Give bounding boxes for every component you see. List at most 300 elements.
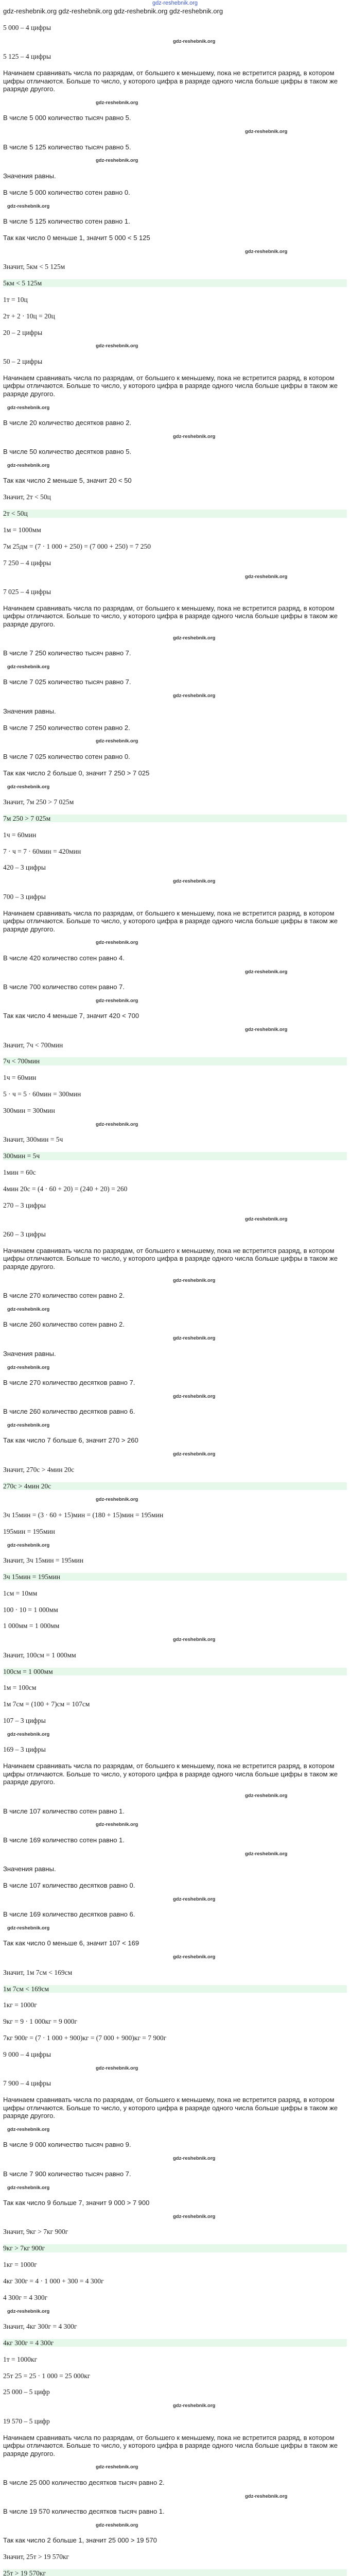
line-text: 7 250 – 4 цифры	[3, 558, 51, 567]
answer-highlight	[3, 815, 347, 823]
line-text: В числе 9 000 количество тысяч равно 9.	[3, 2141, 131, 2149]
explanation-paragraph	[3, 374, 347, 398]
line-text: Так как число 9 больше 7, значит 9 000 > 7 900	[3, 2198, 150, 2207]
spacer	[3, 1123, 347, 1127]
math-line	[3, 2079, 347, 2088]
line-text: Так как число 2 больше 0, значит 7 250 > 7 025	[3, 769, 150, 777]
watermark-text: gdz-reshebnik.org	[7, 404, 50, 411]
line-text: 100см = 1 000мм	[3, 1667, 53, 1675]
math-line	[3, 1651, 347, 1659]
math-line	[3, 2323, 347, 2331]
spacer	[3, 464, 347, 468]
line-text: 4 300г = 4 300г	[3, 2293, 48, 2301]
line-text: Так как число 7 больше 6, значит 270 > 260	[3, 1436, 138, 1445]
text-line	[3, 649, 347, 657]
line-text: 1м = 1000мм	[3, 526, 41, 534]
math-line	[3, 1684, 347, 1692]
math-line	[3, 831, 347, 839]
line-text: 2т + 2 · 10ц = 20ц	[3, 312, 55, 320]
text-line	[3, 983, 347, 991]
line-text: 5 000 – 4 цифры	[3, 23, 51, 31]
explanation-paragraph	[3, 909, 347, 934]
math-line	[3, 1090, 347, 1098]
math-line	[3, 1556, 347, 1565]
math-line	[3, 798, 347, 806]
explanation-paragraph	[3, 2096, 347, 2120]
watermark-text: gdz-reshebnik.org	[96, 1822, 138, 1828]
watermark-text: gdz-reshebnik.org	[245, 1851, 288, 1857]
line-text: Значит, 300мин = 5ч	[3, 1136, 63, 1144]
line-text: В числе 420 количество сотен равно 4.	[3, 954, 125, 962]
answer-highlight	[3, 279, 347, 287]
math-line	[3, 543, 347, 551]
spacer	[3, 1498, 347, 1502]
spacer	[3, 1218, 347, 1222]
spacer	[3, 2215, 347, 2219]
line-text: 169 – 3 цифры	[3, 1745, 46, 1754]
math-line	[3, 2294, 347, 2302]
line-text: 19 570 – 5 цифр	[3, 2417, 50, 2425]
spacer	[3, 740, 347, 744]
watermark-text: gdz-reshebnik.org	[96, 997, 138, 1004]
spacer	[3, 435, 347, 439]
line-text: 2т < 50ц	[3, 510, 28, 518]
spacer	[3, 1337, 347, 1341]
watermark-text: gdz-reshebnik.org	[245, 248, 288, 255]
line-text: Так как число 0 меньше 1, значит 5 000 < 5 125	[3, 233, 150, 242]
watermark-text: gdz-reshebnik.org	[245, 969, 288, 975]
explanation-paragraph	[3, 1762, 347, 1786]
line-text: 1м = 100см	[3, 1684, 37, 1692]
math-line	[3, 263, 347, 271]
line-text: В числе 7 025 количество тысяч равно 7.	[3, 678, 131, 686]
text-line	[3, 954, 347, 962]
explanation-paragraph	[3, 69, 347, 93]
solution-content	[3, 7, 347, 2576]
watermark-text: gdz-reshebnik.org	[173, 1637, 216, 1643]
watermark-text: gdz-reshebnik.org	[7, 1307, 50, 1312]
answer-highlight	[3, 1152, 347, 1160]
math-line	[3, 1168, 347, 1177]
explanation-paragraph	[3, 2434, 347, 2458]
text-line	[3, 234, 347, 242]
watermark-text: gdz-reshebnik.org	[173, 693, 216, 699]
line-text: 7 · ч = 7 · 60мин = 420мин	[3, 847, 81, 855]
line-text: Начинаем сравнивать числа по разрядам, от большего к меньшему, пока не встретится разряд, в котором цифры отличаются. Больше то число, у которого цифра в разряде одного числа больше цифры в таком же разряде другого.	[3, 2096, 338, 2120]
answer-highlight	[3, 1482, 347, 1490]
line-text: 1т = 1000кг	[3, 2355, 38, 2363]
spacer	[3, 575, 347, 580]
math-line	[3, 53, 347, 61]
answer-highlight	[3, 1057, 347, 1065]
line-text: 4кг 300г = 4 300г	[3, 2338, 54, 2347]
spacer	[3, 2310, 347, 2314]
line-text: 7 025 – 4 цифры	[3, 588, 51, 596]
line-text: В числе 25 000 количество десятков тысяч равно 2.	[3, 2478, 165, 2486]
line-text: 25т 25 = 25 · 1 000 = 25 000кг	[3, 2371, 91, 2380]
math-line	[3, 1606, 347, 1614]
watermark-text: gdz-reshebnik.org	[245, 129, 288, 135]
line-text: В числе 270 количество десятков равно 7.	[3, 1378, 135, 1386]
line-text: В числе 169 количество десятков равно 6.	[3, 1910, 135, 1919]
line-text: Значения равны.	[3, 707, 56, 715]
line-text: В числе 50 количество десятков равно 5.	[3, 448, 132, 456]
line-text: В числе 7 025 количество сотен равно 0.	[3, 752, 130, 760]
line-text: В числе 7 250 количество сотен равно 2.	[3, 723, 130, 732]
spacer	[3, 1308, 347, 1312]
text-line	[3, 2536, 347, 2545]
text-line	[3, 2479, 347, 2487]
watermark-text: gdz-reshebnik.org	[96, 99, 138, 106]
spacer	[3, 159, 347, 163]
line-text: 1кг = 1000г	[3, 2001, 37, 2009]
line-text: Так как число 2 больше 1, значит 25 000 > 19 570	[3, 2536, 157, 2545]
text-line	[3, 2507, 347, 2516]
line-text: 3ч 15мин = (3 · 60 + 15)мин = (180 + 15)мин = 195мин	[3, 1511, 164, 1519]
math-line	[3, 1185, 347, 1193]
line-text: Начинаем сравнивать числа по разрядам, от большего к меньшему, пока не встретится разряд, в котором цифры отличаются. Больше то число, у которого цифра в разряде одного числа больше цифры в таком же разряде другого.	[3, 1246, 338, 1270]
spacer	[3, 2157, 347, 2161]
spacer	[3, 880, 347, 884]
spacer	[3, 1028, 347, 1032]
watermark-text: gdz-reshebnik.org	[245, 1793, 288, 1799]
spacer	[3, 205, 347, 209]
math-line	[3, 1745, 347, 1754]
text-line	[3, 143, 347, 151]
watermark-text: gdz-reshebnik.org	[7, 2127, 50, 2132]
line-text: 420 – 3 цифры	[3, 863, 46, 872]
line-text: Значит, 4кг 300г = 4 300г	[3, 2322, 77, 2330]
watermark-text: gdz-reshebnik.org	[173, 2213, 216, 2219]
math-line	[3, 1201, 347, 1210]
spacer	[3, 941, 347, 945]
watermark-text: gdz-reshebnik.org	[173, 2156, 216, 2162]
spacer	[3, 2466, 347, 2470]
text-line	[3, 477, 347, 485]
spacer	[3, 1638, 347, 1642]
line-text: 300мин = 300мин	[3, 1107, 55, 1114]
text-line	[3, 448, 347, 456]
text-line	[3, 1408, 347, 1416]
line-text: В числе 20 количество десятков равно 2.	[3, 418, 132, 427]
text-line	[3, 189, 347, 197]
line-text: В числе 5 000 количество тысяч равно 5.	[3, 114, 131, 122]
line-text: В числе 7 900 количество тысяч равно 7.	[3, 2170, 131, 2178]
line-text: В числе 169 количество сотен равно 1.	[3, 1836, 125, 1844]
line-text: 270 – 3 цифры	[3, 1201, 46, 1209]
text-line	[3, 114, 347, 122]
answer-highlight	[3, 2569, 347, 2576]
spacer	[3, 1424, 347, 1428]
math-line	[3, 1717, 347, 1725]
line-text: 7кг 900г = (7 · 1 000 + 900)кг = (7 000 + 900)кг = 7 900г	[3, 2034, 167, 2042]
text-line	[3, 172, 347, 180]
watermark-text: gdz-reshebnik.org	[173, 1896, 216, 1902]
text-line	[3, 1910, 347, 1919]
text-line	[3, 1939, 347, 1947]
math-line	[3, 848, 347, 856]
watermark-text: gdz-reshebnik.org	[7, 664, 50, 670]
watermark-text: gdz-reshebnik.org	[7, 1732, 50, 1737]
text-line	[3, 724, 347, 732]
spacer	[3, 1279, 347, 1283]
math-line	[3, 1074, 347, 1082]
watermark-text: gdz-reshebnik.org	[7, 1364, 50, 1370]
text-line	[3, 1012, 347, 1020]
math-line	[3, 1511, 347, 1519]
watermark-text: gdz-reshebnik.org	[7, 784, 50, 790]
site-header-link[interactable]: gdz-reshebnik.org	[152, 0, 198, 6]
spacer	[3, 2495, 347, 2499]
watermark-text: gdz-reshebnik.org	[96, 2065, 138, 2071]
math-line	[3, 2001, 347, 2009]
line-text: Значит, 2т < 50ц	[3, 493, 51, 501]
line-text: 1т = 10ц	[3, 295, 28, 303]
spacer	[3, 130, 347, 134]
watermark-text: gdz-reshebnik.org	[7, 1422, 50, 1428]
text-line	[3, 217, 347, 226]
line-text: В числе 700 количество сотен равно 7.	[3, 983, 125, 991]
answer-highlight	[3, 1985, 347, 1993]
watermark-text: gdz-reshebnik.org	[96, 343, 138, 349]
line-text: В числе 19 570 количество десятков тысяч равно 1.	[3, 2507, 165, 2515]
watermark-text: gdz-reshebnik.org	[96, 738, 138, 744]
spacer	[3, 2404, 347, 2409]
math-line	[3, 2034, 347, 2042]
line-text: 3ч 15мин = 195мин	[3, 1572, 61, 1581]
line-text: gdz-reshebnik.org gdz-reshebnik.org gdz-reshebnik.org gdz-reshebnik.org	[3, 7, 223, 15]
line-text: 107 – 3 цифры	[3, 1717, 46, 1725]
line-text: 5 · ч = 5 · 60мин = 300мин	[3, 1090, 81, 1098]
line-text: Значения равны.	[3, 1865, 56, 1873]
text-line	[3, 1865, 347, 1873]
spacer	[3, 1366, 347, 1370]
spacer	[3, 2184, 347, 2191]
watermark-text: gdz-reshebnik.org	[7, 463, 50, 468]
spacer	[3, 1794, 347, 1799]
math-line	[3, 2228, 347, 2236]
text-line	[3, 7, 347, 15]
spacer	[3, 1453, 347, 1457]
spacer	[3, 40, 347, 44]
spacer	[3, 1898, 347, 1902]
math-line	[3, 1528, 347, 1536]
math-line	[3, 863, 347, 872]
spacer	[3, 1395, 347, 1399]
spacer	[3, 1956, 347, 1960]
math-line	[3, 2553, 347, 2561]
math-line	[3, 1230, 347, 1239]
math-line	[3, 1700, 347, 1708]
line-text: В числе 5 125 количество сотен равно 1.	[3, 217, 130, 225]
math-line	[3, 1107, 347, 1115]
line-text: 700 – 3 цифры	[3, 892, 46, 901]
watermark-text: gdz-reshebnik.org	[7, 203, 50, 209]
watermark-text: gdz-reshebnik.org	[96, 158, 138, 164]
math-line	[3, 329, 347, 337]
line-text: В числе 270 количество сотен равно 2.	[3, 1292, 125, 1300]
spacer	[3, 786, 347, 790]
line-text: Значит, 7ч < 700мин	[3, 1041, 63, 1049]
line-text: 1 000мм = 1 000мм	[3, 1622, 60, 1630]
text-line	[3, 678, 347, 686]
text-line	[3, 2170, 347, 2178]
spacer	[3, 1853, 347, 1857]
spacer	[3, 637, 347, 641]
math-line	[3, 1041, 347, 1049]
spacer	[3, 694, 347, 699]
math-line	[3, 2372, 347, 2380]
watermark-text: gdz-reshebnik.org	[96, 1121, 138, 1127]
text-line	[3, 753, 347, 761]
math-line	[3, 2355, 347, 2364]
line-text: Так как число 4 меньше 7, значит 420 < 700	[3, 1012, 139, 1020]
line-text: В числе 7 250 количество тысяч равно 7.	[3, 649, 131, 657]
line-text: Значит, 100см = 1 000мм	[3, 1651, 76, 1659]
answer-highlight	[3, 2339, 347, 2347]
math-line	[3, 1969, 347, 1977]
math-line	[3, 2417, 347, 2426]
text-line	[3, 1882, 347, 1890]
line-text: Значения равны.	[3, 1349, 56, 1358]
math-line	[3, 2277, 347, 2285]
line-text: В числе 5 000 количество сотен равно 0.	[3, 188, 130, 196]
spacer	[3, 1823, 347, 1827]
line-text: 1ч = 60мин	[3, 831, 37, 839]
text-line	[3, 707, 347, 716]
math-line	[3, 1136, 347, 1144]
line-text: 270с > 4мин 20с	[3, 1482, 51, 1490]
spacer	[3, 1927, 347, 1931]
answer-highlight	[3, 510, 347, 518]
watermark-text: gdz-reshebnik.org	[7, 2308, 50, 2314]
text-line	[3, 1292, 347, 1300]
answer-highlight	[3, 1668, 347, 1676]
math-line	[3, 526, 347, 534]
watermark-text: gdz-reshebnik.org	[173, 38, 216, 44]
line-text: 4мин 20с = (4 · 60 + 20) = (240 + 20) = 260	[3, 1184, 128, 1193]
line-text: 4кг 300г = 4 · 1 000 + 300 = 4 300г	[3, 2277, 104, 2285]
line-text: 300мин = 5ч	[3, 1152, 40, 1160]
line-text: 20 – 2 цифры	[3, 328, 43, 336]
math-line	[3, 296, 347, 304]
text-line	[3, 1350, 347, 1358]
watermark-text: gdz-reshebnik.org	[245, 573, 288, 580]
line-text: Значит, 270с > 4мин 20с	[3, 1465, 75, 1473]
line-text: 195мин = 195мин	[3, 1527, 55, 1535]
spacer	[3, 666, 347, 670]
watermark-text: gdz-reshebnik.org	[173, 2403, 216, 2409]
math-line	[3, 493, 347, 501]
text-line	[3, 769, 347, 777]
line-text: В числе 260 количество сотен равно 2.	[3, 1320, 125, 1329]
line-text: 1см = 10мм	[3, 1589, 38, 1597]
text-line	[3, 1379, 347, 1387]
watermark-text: gdz-reshebnik.org	[173, 433, 216, 439]
text-line	[3, 1807, 347, 1816]
watermark-text: gdz-reshebnik.org	[96, 940, 138, 946]
line-text: В числе 107 количество десятков равно 0.	[3, 1881, 135, 1889]
line-text: 9кг = 9 · 1 000кг = 9 000г	[3, 2018, 77, 2026]
spacer	[3, 1544, 347, 1548]
watermark-text: gdz-reshebnik.org	[7, 1925, 50, 1931]
line-text: В числе 5 125 количество тысяч равно 5.	[3, 143, 131, 151]
watermark-text: gdz-reshebnik.org	[96, 2464, 138, 2470]
line-text: Значит, 7м 250 > 7 025м	[3, 798, 74, 806]
spacer	[3, 250, 347, 255]
text-line	[3, 1320, 347, 1329]
watermark-text: gdz-reshebnik.org	[173, 1954, 216, 1960]
text-line	[3, 2141, 347, 2149]
line-text: 1мин = 60с	[3, 1168, 36, 1176]
line-text: 1кг = 1000г	[3, 2260, 37, 2268]
line-text: Значит, 5км < 5 125м	[3, 263, 65, 270]
watermark-text: gdz-reshebnik.org	[173, 1277, 216, 1283]
spacer	[3, 971, 347, 975]
text-line	[3, 1836, 347, 1844]
math-line	[3, 2050, 347, 2059]
line-text: Так как число 2 меньше 5, значит 20 < 50	[3, 477, 132, 485]
watermark-text: gdz-reshebnik.org	[173, 1393, 216, 1399]
math-line	[3, 1589, 347, 1598]
math-line	[3, 1466, 347, 1474]
watermark-text: gdz-reshebnik.org	[173, 878, 216, 885]
math-line	[3, 2388, 347, 2396]
line-text: Начинаем сравнивать числа по разрядам, от большего к меньшему, пока не встретится разряд, в котором цифры отличаются. Больше то число, у которого цифра в разряде одного числа больше цифры в таком же разряде другого.	[3, 604, 338, 628]
math-line	[3, 358, 347, 366]
text-line	[3, 1436, 347, 1445]
math-line	[3, 24, 347, 32]
watermark-text: gdz-reshebnik.org	[173, 635, 216, 641]
math-line	[3, 893, 347, 901]
answer-highlight	[3, 1573, 347, 1581]
spacer	[3, 999, 347, 1004]
line-text: В числе 260 количество десятков равно 6.	[3, 1408, 135, 1416]
line-text: 7м 25дм = (7 · 1 000 + 250) = (7 000 + 250) = 7 250	[3, 542, 151, 550]
answer-highlight	[3, 2244, 347, 2252]
line-text: 1м 7см = (100 + 7)см = 107см	[3, 1700, 90, 1708]
math-line	[3, 559, 347, 567]
line-text: Начинаем сравнивать числа по разрядам, от большего к меньшему, пока не встретится разряд, в котором цифры отличаются. Больше то число, у которого цифра в разряде одного числа больше цифры в таком же разряде другого.	[3, 909, 338, 933]
line-text: 5км < 5 125м	[3, 279, 42, 287]
explanation-paragraph	[3, 1247, 347, 1271]
line-text: Значит, 1м 7см < 169см	[3, 1968, 73, 1976]
line-text: 7 900 – 4 цифры	[3, 2079, 51, 2088]
line-text: 5 125 – 4 цифры	[3, 53, 51, 61]
watermark-text: gdz-reshebnik.org	[245, 1216, 288, 1222]
spacer	[3, 345, 347, 349]
watermark-text: gdz-reshebnik.org	[245, 1027, 288, 1033]
line-text: 25 000 – 5 цифр	[3, 2388, 50, 2396]
line-text: 9 000 – 4 цифры	[3, 2050, 51, 2058]
line-text: 100 · 10 = 1 000мм	[3, 1605, 58, 1614]
line-text: Значит, 9кг > 7кг 900г	[3, 2228, 68, 2236]
math-line	[3, 312, 347, 320]
line-text: 1м 7см < 169см	[3, 1985, 49, 1993]
line-text: Начинаем сравнивать числа по разрядам, от большего к меньшему, пока не встретится разряд, в котором цифры отличаются. Больше то число, у которого цифра в разряде одного числа больше цифры в таком же разряде другого.	[3, 2433, 338, 2458]
spacer	[3, 101, 347, 106]
line-text: 1ч = 60мин	[3, 1074, 37, 1082]
line-text: В числе 107 количество сотен равно 1.	[3, 1807, 125, 1815]
spacer	[3, 2128, 347, 2132]
math-line	[3, 2261, 347, 2269]
watermark-text: gdz-reshebnik.org	[96, 1497, 138, 1503]
math-line	[3, 2018, 347, 2026]
spacer	[3, 406, 347, 411]
math-line	[3, 1622, 347, 1630]
line-text: 7м 250 > 7 025м	[3, 814, 51, 822]
explanation-paragraph	[3, 604, 347, 629]
